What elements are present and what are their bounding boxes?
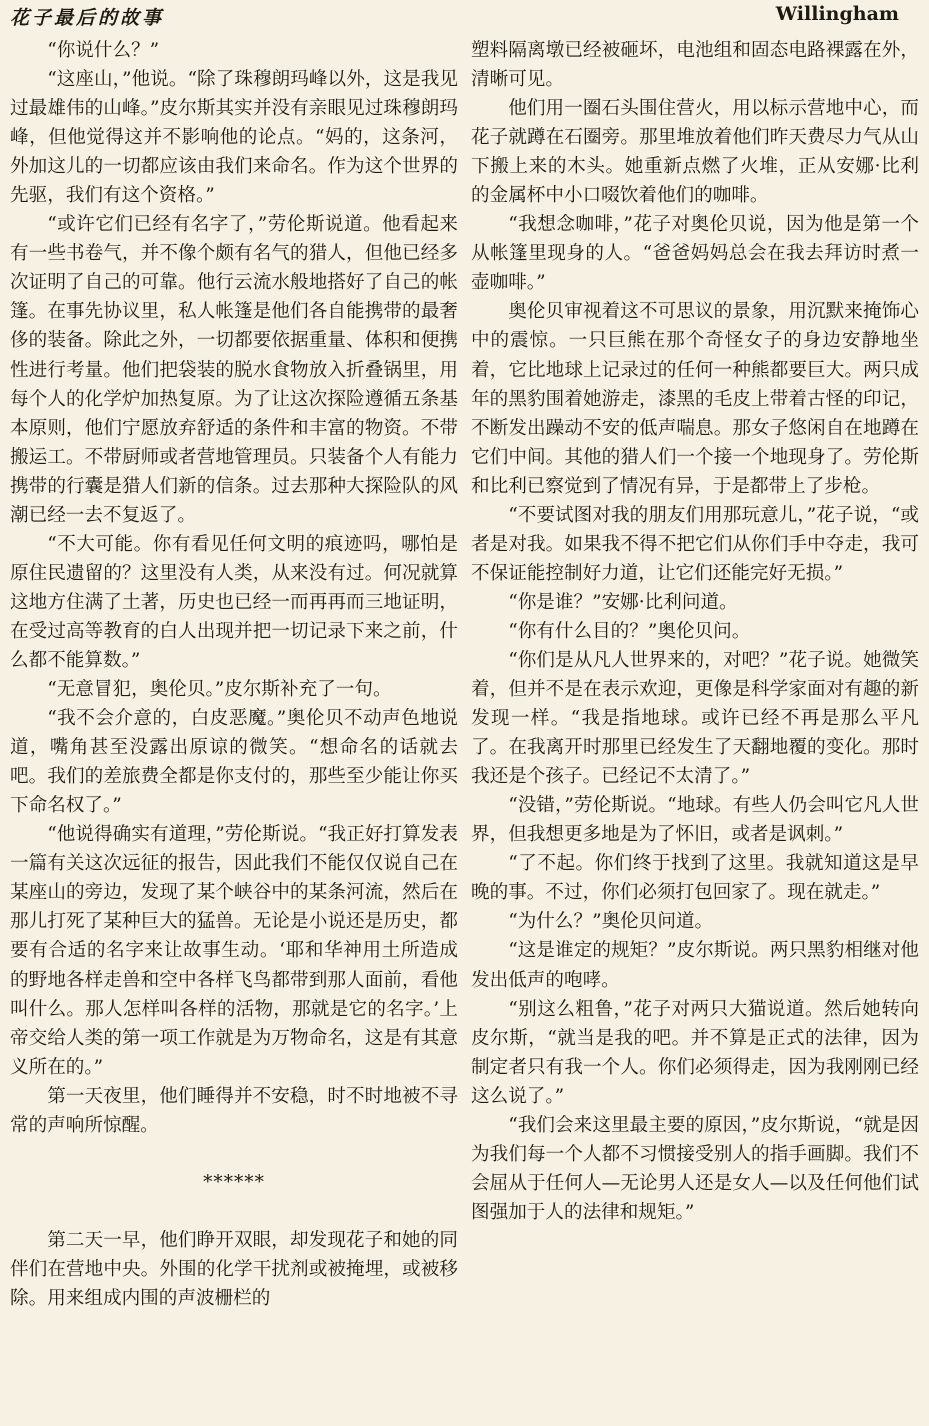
paragraph: “不要试图对我的朋友们用那玩意儿，”花子说，“或者是对我。如果我不得不把它们从你们手中夺走，我可不保证能控制好力道，让它们还能完好无损。” [471,504,919,584]
paragraph-continuation: 塑料隔离墩已经被砸坏，电池组和固态电路裸露在外，清晰可见。 [471,40,919,91]
paragraph: “别这么粗鲁，”花子对两只大猫说道。然后她转向皮尔斯，“就当是我的吧。并不算是正式的法律，因为制定者只有我一个人。你们必须得走，因为我刚刚已经这么说了。” [471,998,919,1107]
paragraph: “不大可能。你有看见任何文明的痕迹吗，哪怕是原住民遗留的？这里没有人类，从来没有过。何况就算这地方住满了土著，历史也已经一而再再而三地证明，在受过高等教育的白人出现并把一切记录下来之前，什么都不能算数。” [10,533,458,671]
paragraph: “我们会来这里最主要的原因，”皮尔斯说，“就是因为我们每一个人都不习惯接受别人的指手画脚。我们不会屈从于任何人—无论男人还是女人—以及任何他们试图强加于人的法律和规矩。” [471,1114,919,1223]
author-name: Willingham [775,3,899,25]
paragraph: “你们是从凡人世界来的，对吧？”花子说。她微笑着，但并不是在表示欢迎，更像是科学家面对有趣的新发现一样。“我是指地球。或许已经不再是那么平凡了。在我离开时那里已经发生了天翻地覆的变化。那时我还是个孩子。已经记不太清了。” [471,649,919,788]
paragraph: “这是谁定的规矩？”皮尔斯说。两只黑豹相继对他发出低声的咆哮。 [471,940,919,991]
paragraph: “为什么？”奥伦贝问道。 [508,911,714,933]
book-title: 花子最后的故事 [10,7,165,29]
section-divider: ****** [203,1171,265,1193]
paragraph: “没错，”劳伦斯说。“地球。有些人仍会叫它凡人世界，但我想更多地是为了怀旧，或者是讽刺。” [471,795,919,846]
paragraph: 奥伦贝审视着这不可思议的景象，用沉默来掩饰心中的震惊。一只巨熊在那个奇怪女子的身边安静地坐着，它比地球上记录过的任何一种熊都要巨大。两只成年的黑豹围着她游走，漆黑的毛皮上带着古怪的印记，不断发出躁动不安的低声喘息。那女子悠闲自在地蹲在它们中间。其他的猎人们一个接一个地现身了。劳伦斯和比利已察觉到了情况有异，于是都带上了步枪。 [471,301,919,497]
paragraph: “这座山，”他说。“除了珠穆朗玛峰以外，这是我见过最雄伟的山峰。”皮尔斯其实并没有亲眼见过珠穆朗玛峰，但他觉得这并不影响他的论点。“妈的，这条河，外加这儿的一切都应该由我们来命名。作为这个世界的先驱，我们有这个资格。” [10,69,458,207]
paragraph: 他们用一圈石头围住营火，用以标示营地中心，而花子就蹲在石圈旁。那里堆放着他们昨天费尽力气从山下搬上来的木头。她重新点燃了火堆，正从安娜·比利的金属杯中小口啜饮着他们的咖啡。 [471,98,919,207]
paragraph: “你是谁？”安娜·比利问道。 [508,591,738,613]
paragraph: “我不会介意的，白皮恶魔。”奥伦贝不动声色地说道，嘴角甚至没露出原谅的微笑。“想命名的话就去吧。我们的差旅费全都是你支付的，那些至少能让你买下命名权了。” [10,708,458,817]
paragraph: “无意冒犯，奥伦贝。”皮尔斯补充了一句。 [47,679,392,701]
paragraph: “你有什么目的？”奥伦贝问。 [508,620,751,642]
page-header [0,0,929,34]
paragraph: “你说什么？” [47,40,160,61]
paragraph: 第一天夜里，他们睡得并不安稳，时不时地被不寻常的声响所惊醒。 [10,1085,458,1136]
paragraph: “了不起。你们终于找到了这里。我就知道这是早晚的事。不过，你们必须打包回家了。现在就走。” [471,853,919,904]
left-text-column [10,36,458,1313]
paragraph: 第二天一早，他们睁开双眼，却发现花子和她的同伴们在营地中央。外围的化学干扰剂或被掩埋，或被移除。用来组成内围的声波栅栏的 [10,1229,458,1309]
paragraph: “他说得确实有道理，”劳伦斯说。“我正好打算发表一篇有关这次远征的报告，因此我们不能仅仅说自己在某座山的旁边，发现了某个峡谷中的某条河流，然后在那儿打死了某种巨大的猛兽。无论是小说还是历史，都要有合适的名字来让故事生动。‘耶和华神用土所造成的野地各样走兽和空中各样飞鸟都带到那人面前，看他叫什么。那人怎样叫各样的活物，那就是它的名字。’上帝交给人类的第一项工作就是为万物命名，这是有其意义所在的。” [10,824,458,1078]
paragraph: “或许它们已经有名字了，”劳伦斯说道。他看起来有一些书卷气，并不像个颇有名气的猎人，但他已经多次证明了自己的可靠。他行云流水般地搭好了自己的帐篷。在事先协议里，私人帐篷是他们各自能携带的最奢侈的装备。除此之外，一切都要依据重量、体积和便携性进行考量。他们把袋装的脱水食物放入折叠锅里，用每个人的化学炉加热复原。为了让这次探险遵循五条基本原则，他们宁愿放弃舒适的条件和丰富的物资。不带搬运工。不带厨师或者营地管理员。只装备个人有能力携带的行囊是猎人们新的信条。过去那种大探险队的风潮已经一去不复返了。 [10,214,458,526]
paragraph: “我想念咖啡，”花子对奥伦贝说，因为他是第一个从帐篷里现身的人。“爸爸妈妈总会在我去拜访时煮一壶咖啡。” [471,214,919,294]
right-text-column [471,36,919,1227]
